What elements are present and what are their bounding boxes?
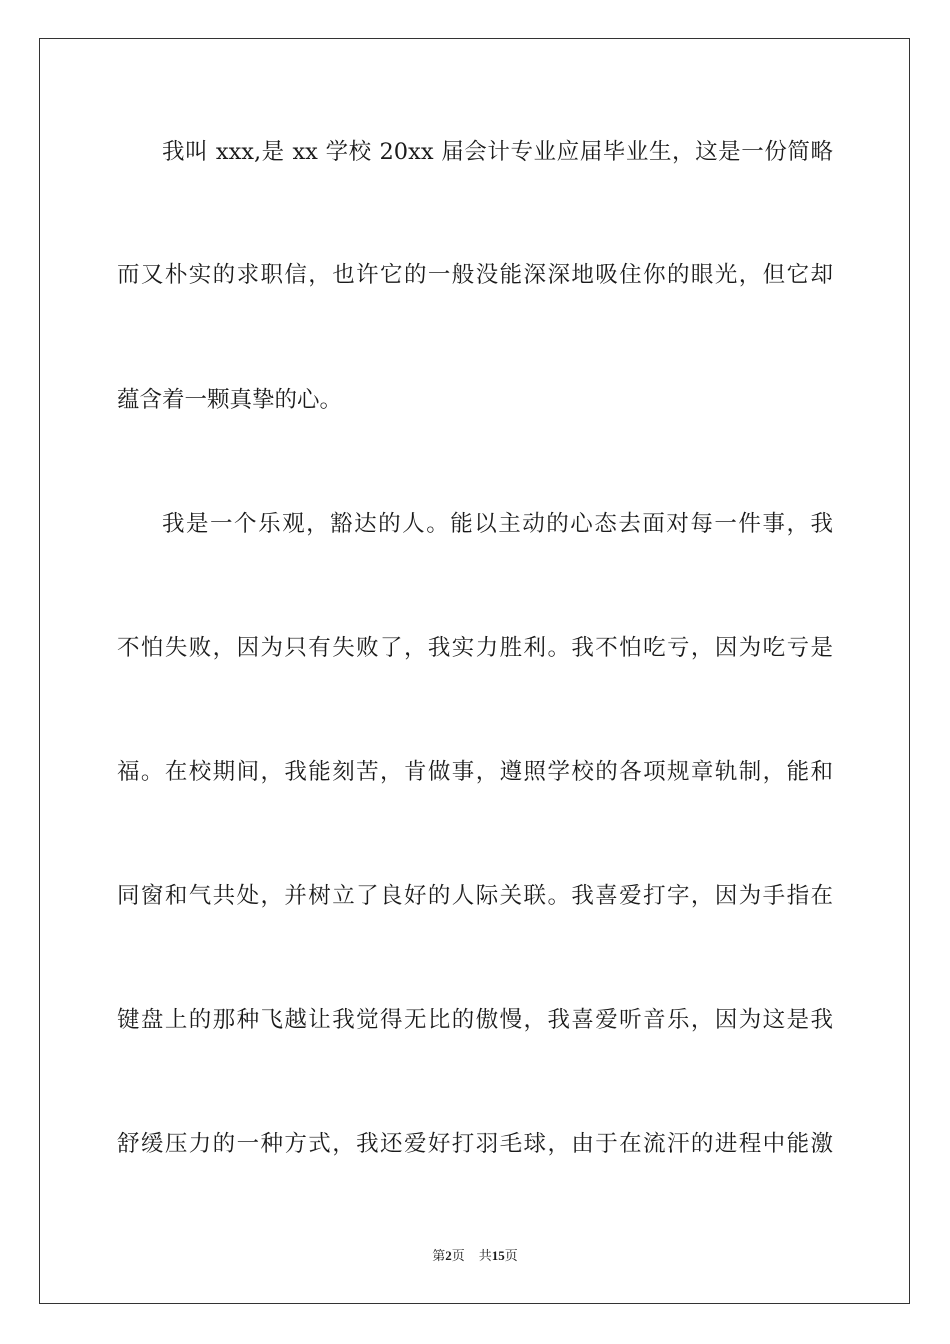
page-footer	[0, 1245, 950, 1264]
page-prefix: 第	[432, 1249, 446, 1264]
text-line: 舒缓压力的一种方式，我还爱好打羽毛球，由于在流汗的进程中能激	[117, 1131, 833, 1157]
total-suffix: 页	[504, 1249, 518, 1264]
page-suffix: 页	[451, 1249, 465, 1264]
text-line: 不怕失败，因为只有失败了，我实力胜利。我不怕吃亏，因为吃亏是	[117, 635, 833, 661]
total-pages: 15	[491, 1248, 505, 1263]
text-line: 键盘上的那种飞越让我觉得无比的傲慢，我喜爱听音乐，因为这是我	[117, 1007, 833, 1033]
page-number: 2	[445, 1248, 452, 1263]
text-line: 我是一个乐观，豁达的人。能以主动的心态去面对每一件事，我	[162, 511, 833, 537]
text-line: 福。在校期间，我能刻苦，肯做事，遵照学校的各项规章轨制，能和	[117, 759, 833, 785]
page-border	[39, 38, 910, 1304]
text-line: 我叫 xxx,是 xx 学校 20xx 届会计专业应届毕业生，这是一份简略	[162, 139, 833, 165]
text-line: 蕴含着一颗真挚的心。	[117, 387, 343, 413]
total-prefix: 共	[478, 1249, 492, 1264]
text-line: 同窗和气共处，并树立了良好的人际关联。我喜爱打字，因为手指在	[117, 883, 833, 909]
text-line: 而又朴实的求职信，也许它的一般没能深深地吸住你的眼光，但它却	[117, 262, 833, 288]
